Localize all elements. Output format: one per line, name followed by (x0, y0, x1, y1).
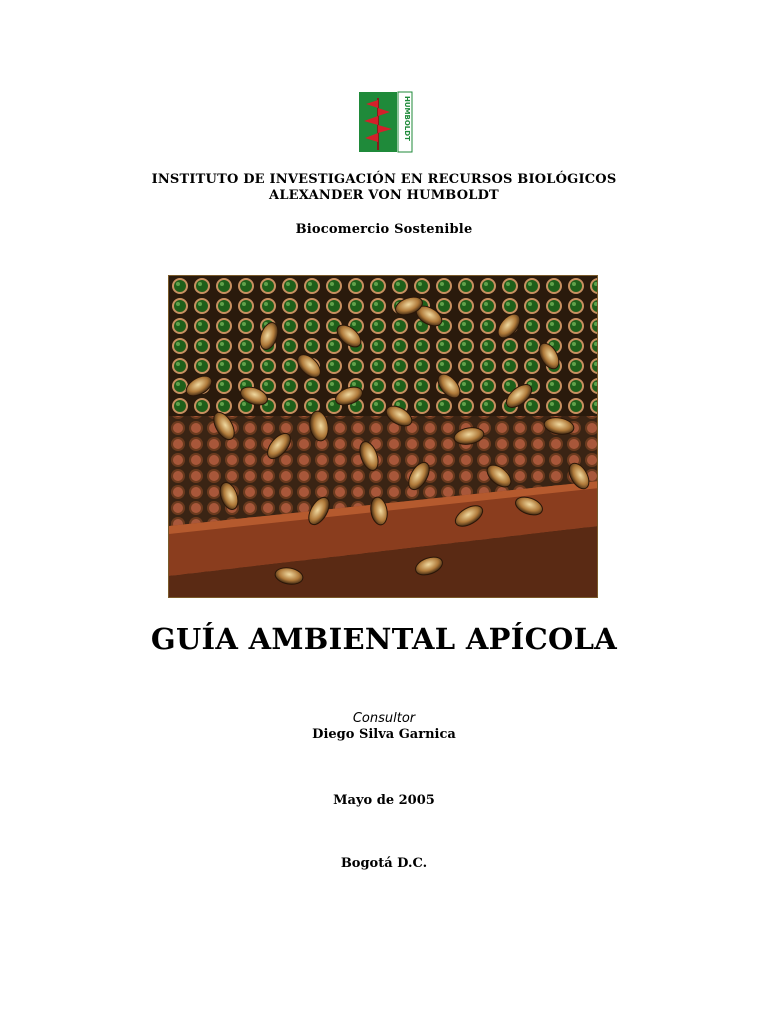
consultant-name: Diego Silva Garnica (312, 727, 456, 742)
logo-wordmark: HUMBOLDT (403, 96, 411, 141)
publication-place: Bogotá D.C. (340, 856, 428, 871)
institute-name-line1: INSTITUTO DE INVESTIGACIÓN EN RECURSOS BIOLÓGICOS (151, 172, 617, 187)
cover-photo-beehive (168, 275, 598, 598)
consultant-role: Consultor (352, 711, 416, 726)
humboldt-logo (356, 90, 414, 154)
document-title: GUÍA AMBIENTAL APÍCOLA (150, 622, 618, 656)
beehive-honeycomb-photo-icon (169, 276, 598, 598)
institute-name-line2: ALEXANDER VON HUMBOLDT (269, 188, 499, 203)
publication-date: Mayo de 2005 (333, 793, 435, 808)
humboldt-logo-icon (356, 90, 414, 154)
program-name: Biocomercio Sostenible (295, 222, 473, 237)
